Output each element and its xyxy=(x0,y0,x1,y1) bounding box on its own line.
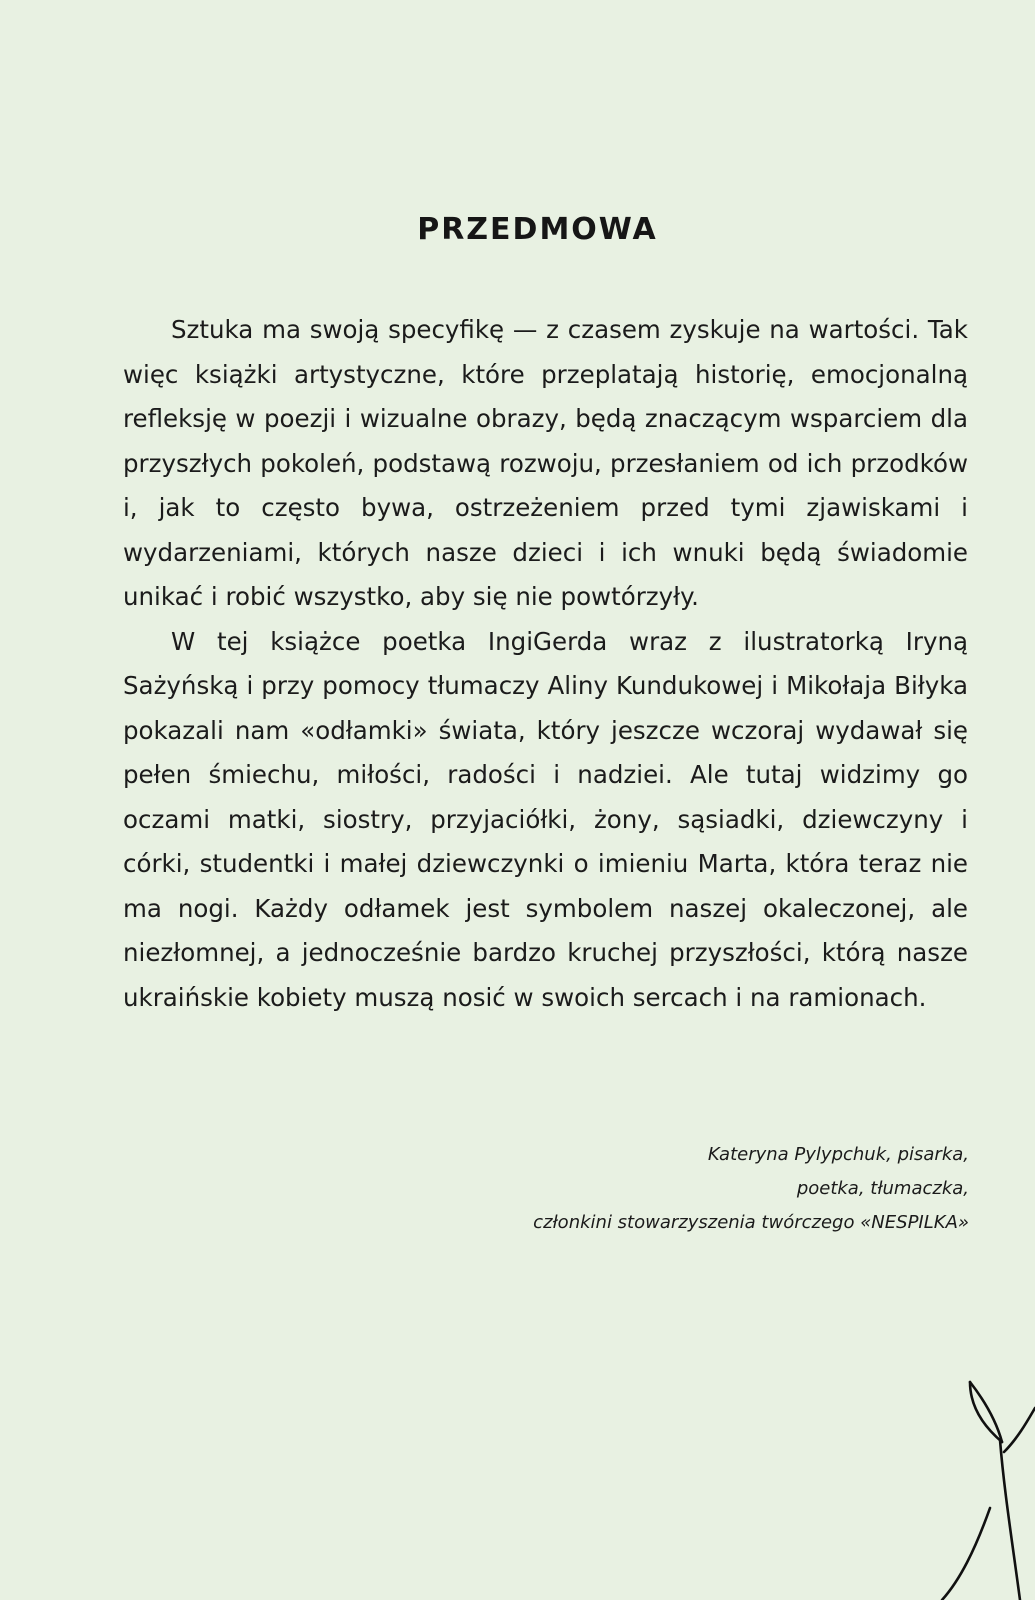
sprout-line-drawing-icon xyxy=(920,1380,1035,1600)
page-title: PRZEDMOWA xyxy=(417,212,658,247)
preface-body xyxy=(123,308,968,1020)
signature-line-2: poetka, tłumaczka, xyxy=(796,1178,969,1199)
paragraph-2: W tej książce poetka IngiGerda wraz z ilustratorką Iryną Sażyńską i przy pomocy tłumaczy Aliny Kundukowej i Mikołaja Biłyka pokazali nam «odłamki» świata, który jeszcze wczoraj wydawał się pełen śmiechu, miłości, radości i nadziei. Ale tutaj widzimy go oczami matki, siostry, przyjaciółki, żony, sąsiadki, dziewczyny i córki, studentki i małej dziewczynki o imieniu Marta, która teraz nie ma nogi. Każdy odłamek jest symbolem naszej okaleczonej, ale niezłomnej, a jednocześnie bardzo kruchej przyszłości, którą nasze ukraińskie kobiety muszą nosić w swoich sercach i na ramionach. xyxy=(123,626,968,1012)
signature-line-1: Kateryna Pylypchuk, pisarka, xyxy=(707,1144,969,1165)
signature-line-3: członkini stowarzyszenia twórczego «NESPILKA» xyxy=(533,1212,969,1233)
author-signature xyxy=(369,1138,969,1240)
paragraph-1: Sztuka ma swoją specyfikę — z czasem zyskuje na wartości. Tak więc książki artystyczne, które przeplatają historię, emocjonalną refleksję w poezji i wizualne obrazy, będą znaczącym wsparciem dla przyszłych pokoleń, podstawą rozwoju, przesłaniem od ich przodków i, jak to często bywa, ostrzeżeniem przed tymi zjawiskami i wydarzeniami, których nasze dzieci i ich wnuki będą świadomie unikać i robić wszystko, aby się nie powtórzyły. xyxy=(123,315,968,611)
